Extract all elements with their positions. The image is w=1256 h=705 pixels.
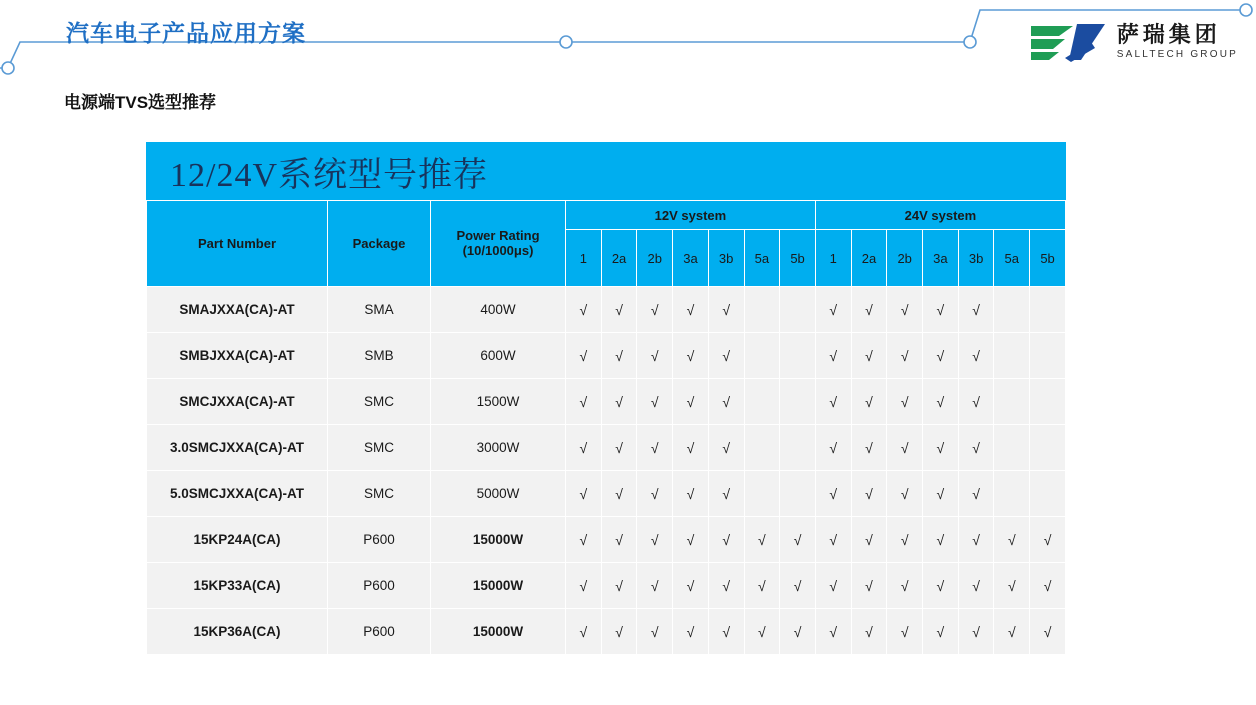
- cell-v12-2b: √: [637, 609, 673, 655]
- cell-package: SMC: [328, 471, 431, 517]
- th-pulse-24v-2a: 2a: [851, 230, 887, 287]
- cell-v24-3a: √: [923, 517, 959, 563]
- logo-company-name-cn: 萨瑞集团: [1116, 22, 1221, 47]
- cell-package: P600: [328, 517, 431, 563]
- cell-package: SMC: [328, 425, 431, 471]
- cell-v24-2b: √: [887, 563, 923, 609]
- cell-v24-3b: √: [958, 333, 994, 379]
- cell-v12-5b: √: [780, 563, 816, 609]
- table-row: [147, 287, 1066, 333]
- cell-v24-5b: [1030, 425, 1066, 471]
- cell-v12-5a: √: [744, 517, 780, 563]
- th-pulse-12v-1: 1: [566, 230, 602, 287]
- th-pulse-12v-2b: 2b: [637, 230, 673, 287]
- cell-v24-5a: [994, 333, 1030, 379]
- cell-v12-5a: √: [744, 609, 780, 655]
- table-row: [147, 609, 1066, 655]
- cell-v12-3b: √: [708, 333, 744, 379]
- cell-v24-5a: [994, 471, 1030, 517]
- cell-v24-5b: [1030, 287, 1066, 333]
- th-pulse-24v-3a: 3a: [923, 230, 959, 287]
- cell-v24-5a: [994, 287, 1030, 333]
- th-package: Package: [328, 201, 431, 287]
- cell-v24-3a: √: [923, 333, 959, 379]
- cell-v12-2a: √: [601, 333, 637, 379]
- cell-v12-3a: √: [673, 287, 709, 333]
- th-pulse-12v-5a: 5a: [744, 230, 780, 287]
- th-pulse-24v-2b: 2b: [887, 230, 923, 287]
- th-24v-system: 24V system: [815, 201, 1065, 230]
- tvs-table-body: [147, 287, 1066, 655]
- cell-v12-3b: √: [708, 287, 744, 333]
- cell-power-rating: 5000W: [431, 471, 566, 517]
- cell-package: P600: [328, 609, 431, 655]
- th-pulse-24v-1: 1: [815, 230, 851, 287]
- cell-v12-1: √: [566, 471, 602, 517]
- cell-part-number: 5.0SMCJXXA(CA)-AT: [147, 471, 328, 517]
- cell-v24-1: √: [815, 379, 851, 425]
- cell-v24-2b: √: [887, 287, 923, 333]
- cell-v12-2a: √: [601, 379, 637, 425]
- cell-v12-1: √: [566, 425, 602, 471]
- cell-v12-5a: [744, 425, 780, 471]
- cell-v24-3b: √: [958, 609, 994, 655]
- table-banner: [146, 142, 1066, 200]
- th-power-rating-line1: Power Rating: [456, 227, 540, 243]
- cell-v12-3b: √: [708, 517, 744, 563]
- cell-power-rating: 400W: [431, 287, 566, 333]
- cell-v12-2b: √: [637, 517, 673, 563]
- cell-v12-2b: √: [637, 287, 673, 333]
- cell-v12-3b: √: [708, 563, 744, 609]
- cell-v24-5a: [994, 379, 1030, 425]
- cell-v12-1: √: [566, 379, 602, 425]
- page-title: 汽车电子产品应用方案: [66, 20, 306, 46]
- cell-v12-2a: √: [601, 563, 637, 609]
- cell-v24-2a: √: [851, 609, 887, 655]
- cell-v24-2b: √: [887, 517, 923, 563]
- cell-package: SMB: [328, 333, 431, 379]
- table-row: [147, 333, 1066, 379]
- cell-power-rating: 15000W: [431, 563, 566, 609]
- tvs-table: [146, 200, 1066, 655]
- th-pulse-24v-3b: 3b: [958, 230, 994, 287]
- cell-v12-5b: [780, 471, 816, 517]
- cell-v24-2a: √: [851, 517, 887, 563]
- cell-package: P600: [328, 563, 431, 609]
- cell-power-rating: 1500W: [431, 379, 566, 425]
- cell-v24-5b: √: [1030, 563, 1066, 609]
- cell-v24-1: √: [815, 287, 851, 333]
- cell-v24-2a: √: [851, 287, 887, 333]
- table-scroll-area: [146, 200, 1066, 655]
- table-row: [147, 563, 1066, 609]
- cell-v24-5b: [1030, 471, 1066, 517]
- cell-v24-2a: √: [851, 471, 887, 517]
- logo-company-name-en: SALLTECH GROUP: [1116, 49, 1238, 60]
- table-row: [147, 471, 1066, 517]
- cell-v24-1: √: [815, 425, 851, 471]
- cell-v24-3a: √: [923, 425, 959, 471]
- section-subtitle: 电源端TVS选型推荐: [64, 93, 217, 112]
- cell-v12-1: √: [566, 287, 602, 333]
- cell-v24-5b: √: [1030, 517, 1066, 563]
- cell-v12-2b: √: [637, 333, 673, 379]
- page-header: [0, 0, 1256, 80]
- cell-v12-2a: √: [601, 517, 637, 563]
- cell-power-rating: 3000W: [431, 425, 566, 471]
- logo-text: [1117, 24, 1238, 60]
- cell-v24-3b: √: [958, 287, 994, 333]
- cell-v24-3b: √: [958, 563, 994, 609]
- th-part-number: Part Number: [147, 201, 328, 287]
- cell-v24-1: √: [815, 471, 851, 517]
- th-pulse-24v-5b: 5b: [1030, 230, 1066, 287]
- cell-v24-1: √: [815, 563, 851, 609]
- cell-v24-3b: √: [958, 425, 994, 471]
- cell-v24-2b: √: [887, 379, 923, 425]
- cell-part-number: SMBJXXA(CA)-AT: [147, 333, 328, 379]
- th-power-rating-line2: (10/1000μs): [462, 242, 534, 258]
- company-logo: [1029, 22, 1238, 62]
- cell-v24-3a: √: [923, 609, 959, 655]
- cell-v12-5a: [744, 379, 780, 425]
- cell-part-number: SMAJXXA(CA)-AT: [147, 287, 328, 333]
- cell-v24-3b: √: [958, 379, 994, 425]
- cell-v24-3a: √: [923, 287, 959, 333]
- tvs-selection-table-container: [146, 142, 1066, 655]
- cell-v24-1: √: [815, 333, 851, 379]
- cell-v12-1: √: [566, 517, 602, 563]
- cell-v12-3a: √: [673, 379, 709, 425]
- cell-v12-5b: [780, 333, 816, 379]
- table-header-row-1: [147, 201, 1066, 230]
- cell-v24-3b: √: [958, 517, 994, 563]
- cell-v12-3b: √: [708, 379, 744, 425]
- cell-v12-5b: √: [780, 517, 816, 563]
- cell-part-number: SMCJXXA(CA)-AT: [147, 379, 328, 425]
- cell-v24-1: √: [815, 517, 851, 563]
- cell-v12-5a: [744, 287, 780, 333]
- cell-part-number: 15KP24A(CA): [147, 517, 328, 563]
- table-row: [147, 425, 1066, 471]
- cell-v24-2a: √: [851, 379, 887, 425]
- cell-v12-5b: [780, 425, 816, 471]
- cell-v12-1: √: [566, 563, 602, 609]
- tvs-table-head: [147, 201, 1066, 287]
- cell-part-number: 15KP33A(CA): [147, 563, 328, 609]
- cell-v12-2a: √: [601, 425, 637, 471]
- cell-v24-3a: √: [923, 471, 959, 517]
- cell-power-rating: 15000W: [431, 609, 566, 655]
- table-row: [147, 517, 1066, 563]
- cell-v24-2a: √: [851, 425, 887, 471]
- cell-v12-3a: √: [673, 609, 709, 655]
- cell-v12-5a: [744, 333, 780, 379]
- cell-v12-2b: √: [637, 471, 673, 517]
- cell-v24-3a: √: [923, 379, 959, 425]
- logo-mark-icon: [1029, 22, 1107, 62]
- cell-v12-3b: √: [708, 425, 744, 471]
- cell-v12-2b: √: [637, 563, 673, 609]
- th-pulse-12v-5b: 5b: [780, 230, 816, 287]
- cell-v12-2a: √: [601, 471, 637, 517]
- cell-v24-5a: √: [994, 563, 1030, 609]
- cell-v24-1: √: [815, 609, 851, 655]
- cell-v24-2b: √: [887, 425, 923, 471]
- cell-v24-2b: √: [887, 333, 923, 379]
- cell-v12-1: √: [566, 609, 602, 655]
- cell-v24-5a: [994, 425, 1030, 471]
- cell-v12-5b: [780, 287, 816, 333]
- cell-v12-3a: √: [673, 517, 709, 563]
- cell-v12-5b: [780, 379, 816, 425]
- cell-v24-5b: [1030, 379, 1066, 425]
- th-power-rating: [431, 201, 566, 287]
- table-row: [147, 379, 1066, 425]
- cell-v24-2a: √: [851, 333, 887, 379]
- th-pulse-12v-3a: 3a: [673, 230, 709, 287]
- cell-v12-3a: √: [673, 471, 709, 517]
- cell-v12-5a: [744, 471, 780, 517]
- cell-part-number: 3.0SMCJXXA(CA)-AT: [147, 425, 328, 471]
- cell-v12-1: √: [566, 333, 602, 379]
- cell-power-rating: 15000W: [431, 517, 566, 563]
- th-pulse-12v-2a: 2a: [601, 230, 637, 287]
- cell-v12-3b: √: [708, 471, 744, 517]
- cell-v12-2b: √: [637, 425, 673, 471]
- cell-package: SMA: [328, 287, 431, 333]
- cell-v24-2b: √: [887, 609, 923, 655]
- cell-v24-3b: √: [958, 471, 994, 517]
- cell-v24-5b: [1030, 333, 1066, 379]
- cell-v12-3a: √: [673, 425, 709, 471]
- cell-v24-5a: √: [994, 517, 1030, 563]
- th-12v-system: 12V system: [566, 201, 816, 230]
- table-banner-title: 12/24V系统型号推荐: [170, 156, 488, 194]
- cell-v24-3a: √: [923, 563, 959, 609]
- cell-v24-2b: √: [887, 471, 923, 517]
- cell-v12-5b: √: [780, 609, 816, 655]
- cell-v12-3a: √: [673, 563, 709, 609]
- th-pulse-24v-5a: 5a: [994, 230, 1030, 287]
- cell-v24-5b: √: [1030, 609, 1066, 655]
- cell-v12-2a: √: [601, 609, 637, 655]
- cell-v24-2a: √: [851, 563, 887, 609]
- cell-v12-2b: √: [637, 379, 673, 425]
- cell-part-number: 15KP36A(CA): [147, 609, 328, 655]
- cell-v12-3a: √: [673, 333, 709, 379]
- cell-v24-5a: √: [994, 609, 1030, 655]
- cell-package: SMC: [328, 379, 431, 425]
- cell-v12-3b: √: [708, 609, 744, 655]
- th-pulse-12v-3b: 3b: [708, 230, 744, 287]
- cell-power-rating: 600W: [431, 333, 566, 379]
- cell-v12-5a: √: [744, 563, 780, 609]
- cell-v12-2a: √: [601, 287, 637, 333]
